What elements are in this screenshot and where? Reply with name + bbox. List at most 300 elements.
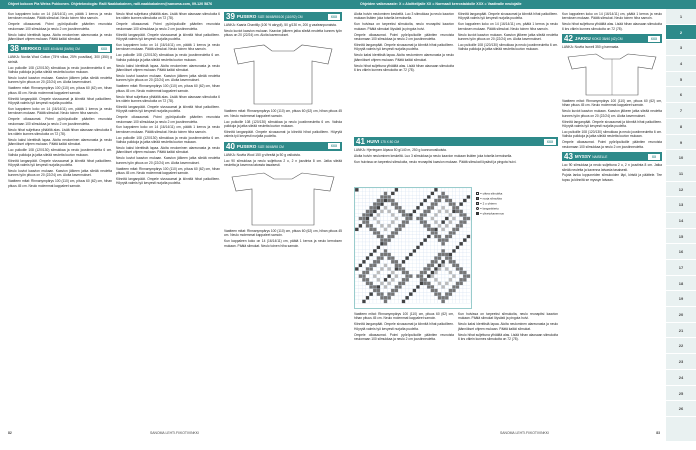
- chart-cell: [459, 188, 463, 192]
- chart-cell: [366, 242, 370, 246]
- chart-cell: [452, 192, 456, 196]
- chart-cell: [452, 199, 456, 203]
- chart-cell: [438, 188, 442, 192]
- chart-cell: [427, 235, 431, 239]
- chart-cell: [387, 260, 391, 264]
- chart-cell: [398, 224, 402, 228]
- chart-cell: [449, 195, 453, 199]
- chart-cell: [413, 224, 417, 228]
- page-tab[interactable]: 18: [666, 276, 696, 292]
- chart-cell: [459, 199, 463, 203]
- chart-cell: [431, 202, 435, 206]
- chart-cell: [373, 235, 377, 239]
- text-block: Luo 90 silmukkaa ja neulo suljettuna 2 o, 2 n joustinta 8 cm. Jatka sileää neuletta ja kavenna latvasta tasaisesti.: [224, 158, 342, 167]
- chart-cell: [434, 249, 438, 253]
- chart-cell: [459, 228, 463, 232]
- chart-cell: [402, 253, 406, 257]
- chart-cell: [463, 278, 467, 282]
- chart-cell: [467, 285, 471, 289]
- chart-cell: [373, 228, 377, 232]
- chart-cell: [416, 238, 420, 242]
- chart-cell: [373, 224, 377, 228]
- chart-cell: [387, 267, 391, 271]
- text-block: Neulo kuviot kaavion mukaan. Kaavion jälkeen jatka sileää neuletta kunnes työn pituus on 20 (22/24) cm. Aloita kavennukset.: [224, 28, 342, 38]
- chart-cell: [380, 206, 384, 210]
- chart-cell: [402, 217, 406, 221]
- chart-cell: [387, 238, 391, 242]
- chart-cell: [409, 224, 413, 228]
- chart-cell: [423, 260, 427, 264]
- chart-cell: [463, 192, 467, 196]
- page-tab[interactable]: 16: [666, 244, 696, 260]
- chart-cell: [405, 224, 409, 228]
- chart-cell: [405, 278, 409, 282]
- chart-cell: [380, 235, 384, 239]
- chart-cell: [416, 231, 420, 235]
- chart-cell: [420, 220, 424, 224]
- chart-cell: [434, 256, 438, 260]
- chart-cell: [438, 220, 442, 224]
- chart-cell: [441, 213, 445, 217]
- chart-cell: [398, 278, 402, 282]
- chart-cell: [445, 206, 449, 210]
- lanka-text: LANKA: Novita Wool 150 g vihreää ja 50 g valkoista.: [224, 152, 301, 157]
- chart-cell: [434, 199, 438, 203]
- chart-cell: [456, 192, 460, 196]
- chart-cell: [395, 235, 399, 239]
- chart-cell: [449, 217, 453, 221]
- chart-cell: [467, 242, 471, 246]
- chart-cell: [366, 220, 370, 224]
- chart-cell: [391, 246, 395, 250]
- chart-cell: [463, 289, 467, 293]
- chart-cell: [420, 192, 424, 196]
- chart-cell: [434, 231, 438, 235]
- chart-cell: [387, 289, 391, 293]
- chart-cell: [405, 253, 409, 257]
- chart-cell: [413, 300, 417, 304]
- chart-cell: [398, 206, 402, 210]
- page-tab[interactable]: 2: [666, 25, 696, 41]
- chart-cell: [387, 188, 391, 192]
- chart-cell: [405, 282, 409, 286]
- chart-cell: [456, 256, 460, 260]
- chart-cell: [449, 267, 453, 271]
- chart-cell: [398, 238, 402, 242]
- chart-cell: [391, 274, 395, 278]
- chart-cell: [380, 195, 384, 199]
- chart-cell: [449, 228, 453, 232]
- chart-cell: [398, 267, 402, 271]
- chart-cell: [409, 202, 413, 206]
- chart-cell: [395, 267, 399, 271]
- chart-cell: [362, 188, 366, 192]
- chart-cell: [434, 210, 438, 214]
- chart-cell: [377, 231, 381, 235]
- chart-cell: [463, 253, 467, 257]
- chart-cell: [416, 217, 420, 221]
- chart-cell: [384, 256, 388, 260]
- chart-cell: [359, 231, 363, 235]
- text-block: Ompele olkasaumat. Poimi pyöröpuikoille pääntien reunoista neulomaan 100 silmukkaa ja neulo 2 cm joustinneuletta.: [116, 22, 220, 31]
- chart-cell: [398, 231, 402, 235]
- chart-cell: [423, 210, 427, 214]
- text-block: Luo puikoille 108 (120/130) silmukkaa ja neulo joustinneuletta 6 cm. Vaihda puikkoja ja jatka sileää neuletta kuvion mukaan.: [116, 135, 220, 145]
- chart-cell: [362, 296, 366, 300]
- text-block: Kun kappaleen koko on 14 (16/14/11) cm, päätä 1 kerros ja neulo kerroksen mukaan. Päätä silmukat. Neulo toinen hiha samoin.: [8, 107, 112, 116]
- chart-cell: [380, 271, 384, 275]
- chart-cell: [431, 192, 435, 196]
- page-tab[interactable]: 26: [666, 401, 696, 417]
- chart-cell: [456, 282, 460, 286]
- page-tab[interactable]: 9: [666, 135, 696, 151]
- chart-cell: [398, 235, 402, 239]
- chart-cell: [377, 213, 381, 217]
- chart-cell: [413, 202, 417, 206]
- chart-cell: [441, 285, 445, 289]
- chart-cell: [456, 264, 460, 268]
- chart-cell: [391, 206, 395, 210]
- chart-cell: [438, 217, 442, 221]
- chart-cell: [405, 289, 409, 293]
- chart-cell: [459, 210, 463, 214]
- chart-cell: [431, 242, 435, 246]
- chart-cell: [369, 278, 373, 282]
- chart-cell: [427, 282, 431, 286]
- chart-cell: [409, 238, 413, 242]
- chart-cell: [434, 188, 438, 192]
- chart-cell: [366, 249, 370, 253]
- chart-cell: [441, 292, 445, 296]
- chart-cell: [369, 300, 373, 304]
- chart-cell: [463, 271, 467, 275]
- chart-cell: [384, 213, 388, 217]
- chart-cell: [431, 300, 435, 304]
- chart-cell: [449, 282, 453, 286]
- chart-cell: [434, 282, 438, 286]
- chart-cell: [449, 213, 453, 217]
- chart-cell: [431, 188, 435, 192]
- page-tab[interactable]: 8: [666, 119, 696, 135]
- page-tab[interactable]: 3: [666, 40, 696, 56]
- page-tab[interactable]: 25: [666, 386, 696, 402]
- chart-cell: [391, 228, 395, 232]
- page-tab[interactable]: 23: [666, 354, 696, 370]
- chart-cell: [420, 238, 424, 242]
- chart-cell: [431, 285, 435, 289]
- page-tab[interactable]: 4: [666, 56, 696, 72]
- page-tab[interactable]: 1: [666, 9, 696, 25]
- chart-cell: [402, 188, 406, 192]
- text-block: Vaatteen mitat: Rinnanympärys 100 (110) cm, pituus 60 (62) cm, hihan pituus 45 cm. Neulo molemmat kappaleet samoin.: [354, 312, 454, 321]
- chart-cell: [384, 228, 388, 232]
- chart-cell: [438, 235, 442, 239]
- chart-cell: [434, 220, 438, 224]
- chart-cell: [438, 271, 442, 275]
- chart-cell: [380, 292, 384, 296]
- chart-cell: [449, 253, 453, 257]
- chart-cell: [420, 282, 424, 286]
- chart-cell: [395, 242, 399, 246]
- chart-cell: [402, 296, 406, 300]
- chart-cell: [398, 199, 402, 203]
- left-column-1: [8, 12, 112, 190]
- lanka-text: LANKA: Kaaria Chantilly (100 % akryyli), 50 g/130 m, 200 g vaaleanpunaista.: [224, 23, 337, 27]
- chart-cell: [369, 274, 373, 278]
- ball-of-yarn-icon: XXX: [98, 46, 110, 52]
- chart-cell: [456, 249, 460, 253]
- chart-cell: [467, 213, 471, 217]
- chart-cell: [416, 282, 420, 286]
- chart-cell: [398, 292, 402, 296]
- text-block: Luo puikoille 108 (120/130) silmukkaa ja neulo joustinneuletta 6 cm. Vaihda puikkoja ja jatka sileää neuletta kuvion mukaan.: [116, 53, 220, 62]
- chart-cell: [362, 264, 366, 268]
- chart-cell: [359, 224, 363, 228]
- chart-cell: [402, 220, 406, 224]
- chart-cell: [402, 242, 406, 246]
- chart-cell: [373, 195, 377, 199]
- chart-cell: [467, 192, 471, 196]
- chart-cell: [395, 220, 399, 224]
- chart-cell: [402, 300, 406, 304]
- chart-cell: [467, 217, 471, 221]
- chart-cell: [366, 282, 370, 286]
- chart-cell: [420, 199, 424, 203]
- chart-cell: [459, 192, 463, 196]
- chart-cell: [395, 278, 399, 282]
- chart-cell: [377, 246, 381, 250]
- page-tab[interactable]: 7: [666, 103, 696, 119]
- chart-cell: [441, 238, 445, 242]
- page-tab[interactable]: 19: [666, 291, 696, 307]
- chart-cell: [366, 289, 370, 293]
- chart-cell: [402, 260, 406, 264]
- chart-cell: [405, 192, 409, 196]
- text-block: Kiinnitä langanpäät. Ompele sivusaumat ja kiinnitä hihat paikoilleen. Höyrytä valmis työ kevyesti nurjalta puolelta.: [116, 32, 220, 42]
- chart-cell: [463, 213, 467, 217]
- chart-cell: [398, 195, 402, 199]
- chart-cell: [391, 292, 395, 296]
- chart-cell: [438, 231, 442, 235]
- chart-cell: [427, 260, 431, 264]
- right-column-2: [458, 12, 558, 53]
- chart-cell: [362, 199, 366, 203]
- chart-cell: [373, 249, 377, 253]
- chart-cell: [391, 260, 395, 264]
- chart-cell: [398, 213, 402, 217]
- chart-cell: [463, 231, 467, 235]
- chart-cell: [355, 285, 359, 289]
- chart-cell: [431, 249, 435, 253]
- chart-cell: [384, 202, 388, 206]
- page-tab[interactable]: 11: [666, 166, 696, 182]
- chart-cell: [366, 267, 370, 271]
- chart-cell: [427, 292, 431, 296]
- chart-cell: [423, 296, 427, 300]
- chart-cell: [431, 296, 435, 300]
- chart-cell: [402, 292, 406, 296]
- chart-cell: [405, 267, 409, 271]
- page-tab[interactable]: 6: [666, 87, 696, 103]
- chart-cell: [438, 206, 442, 210]
- chart-cell: [377, 249, 381, 253]
- chart-cell: [405, 271, 409, 275]
- page-tab[interactable]: 24: [666, 370, 696, 386]
- chart-cell: [456, 224, 460, 228]
- chart-cell: [449, 300, 453, 304]
- chart-cell: [416, 300, 420, 304]
- chart-cell: [438, 264, 442, 268]
- chart-cell: [445, 253, 449, 257]
- chart-cell: [463, 256, 467, 260]
- chart-cell: [362, 271, 366, 275]
- text-block: Vaatteen mitat: Rinnanympärys 100 (110) cm, pituus 60 (62) cm, hihan pituus 45 cm. Neulo molemmat kappaleet samoin.: [224, 109, 342, 118]
- chart-cell: [445, 264, 449, 268]
- chart-cell: [362, 253, 366, 257]
- page-tab[interactable]: 17: [666, 260, 696, 276]
- chart-cell: [398, 300, 402, 304]
- chart-cell: [441, 289, 445, 293]
- chart-cell: [459, 289, 463, 293]
- chart-cell: [445, 220, 449, 224]
- chart-cell: [391, 300, 395, 304]
- chart-cell: [456, 246, 460, 250]
- chart-cell: [359, 278, 363, 282]
- page-tab[interactable]: 13: [666, 197, 696, 213]
- chart-cell: [463, 199, 467, 203]
- chart-cell: [456, 202, 460, 206]
- page-tab[interactable]: 20: [666, 307, 696, 323]
- text-block: Vaatteen mitat: Rinnanympärys 100 (110) cm, pituus 60 (62) cm, hihan pituus 45 cm. Neulo molemmat kappaleet samoin.: [116, 166, 220, 176]
- chart-cell: [373, 260, 377, 264]
- chart-cell: [355, 192, 359, 196]
- chart-cell: [377, 199, 381, 203]
- chart-cell: [416, 285, 420, 289]
- chart-cell: [402, 256, 406, 260]
- chart-cell: [441, 253, 445, 257]
- chart-cell: [459, 224, 463, 228]
- right-page: [350, 12, 696, 438]
- chart-cell: [445, 199, 449, 203]
- chart-cell: [377, 274, 381, 278]
- chart-cell: [387, 256, 391, 260]
- chart-cell: [402, 231, 406, 235]
- chart-cell: [445, 300, 449, 304]
- chart-cell: [391, 217, 395, 221]
- chart-cell: [366, 224, 370, 228]
- chart-cell: [373, 246, 377, 250]
- chart-cell: [380, 210, 384, 214]
- chart-cell: [413, 253, 417, 257]
- chart-cell: [431, 246, 435, 250]
- chart-cell: [359, 242, 363, 246]
- chart-cell: [449, 231, 453, 235]
- right-column-1: [354, 12, 454, 74]
- chart-cell: [355, 210, 359, 214]
- chart-cell: [452, 292, 456, 296]
- chart-cell: [427, 249, 431, 253]
- chart-cell: [420, 235, 424, 239]
- chart-cell: [405, 195, 409, 199]
- chart-cell: [459, 300, 463, 304]
- chart-cell: [449, 264, 453, 268]
- text-block: Ompele olkasaumat. Poimi pyöröpuikoille pääntien reunoista neulomaan 100 silmukkaa ja neulo 2 cm joustinneuletta.: [354, 32, 454, 42]
- chart-cell: [362, 228, 366, 232]
- chart-cell: [366, 235, 370, 239]
- chart-cell: [405, 206, 409, 210]
- k2tog-icon: [476, 202, 479, 205]
- chart-cell: [456, 213, 460, 217]
- chart-cell: [362, 278, 366, 282]
- page-tab[interactable]: 22: [666, 338, 696, 354]
- text-block: Luo puikoille 108 (120/130) silmukkaa ja neulo joustinneuletta 6 cm. Vaihda puikkoja ja jatka sileää neuletta kuvion mukaan.: [224, 119, 342, 128]
- chart-cell: [409, 249, 413, 253]
- chart-cell: [402, 224, 406, 228]
- chart-cell: [373, 300, 377, 304]
- chart-cell: [362, 213, 366, 217]
- page-tab[interactable]: 15: [666, 229, 696, 245]
- legend-item: = ylivetokavennus: [476, 212, 556, 216]
- page-tab[interactable]: 21: [666, 323, 696, 339]
- page-tab[interactable]: 5: [666, 72, 696, 88]
- chart-cell: [459, 220, 463, 224]
- chart-cell: [366, 195, 370, 199]
- chart-cell: [434, 238, 438, 242]
- chart-cell: [369, 210, 373, 214]
- chart-cell: [423, 217, 427, 221]
- pattern-header-41: 41 HUIVI 175 X 80 CM XXX: [354, 137, 558, 146]
- chart-cell: [413, 278, 417, 282]
- chart-cell: [423, 228, 427, 232]
- chart-cell: [380, 217, 384, 221]
- chart-cell: [359, 199, 363, 203]
- chart-cell: [427, 192, 431, 196]
- chart-cell: [362, 192, 366, 196]
- chart-cell: [413, 199, 417, 203]
- chart-cell: [413, 282, 417, 286]
- chart-cell: [416, 246, 420, 250]
- chart-cell: [380, 242, 384, 246]
- chart-cell: [416, 274, 420, 278]
- chart-cell: [398, 228, 402, 232]
- chart-cell: [434, 264, 438, 268]
- chart-cell: [377, 188, 381, 192]
- chart-cell: [409, 264, 413, 268]
- chart-cell: [398, 192, 402, 196]
- text-block: Kun kappaleen koko on 14 (16/14/11) cm, päätä 1 kerros ja neulo kerroksen mukaan. Päätä silmukat. Neulo toinen hiha samoin.: [8, 12, 112, 21]
- page-tab[interactable]: 14: [666, 213, 696, 229]
- chart-cell: [438, 199, 442, 203]
- chart-cell: [438, 242, 442, 246]
- chart-cell: [459, 274, 463, 278]
- chart-cell: [434, 285, 438, 289]
- legend-item: = langankierto: [476, 207, 556, 211]
- chart-cell: [380, 256, 384, 260]
- chart-cell: [416, 202, 420, 206]
- chart-cell: [416, 292, 420, 296]
- text-block: Ompele olkasaumat. Poimi pyöröpuikoille pääntien reunoista neulomaan 100 silmukkaa ja neulo 2 cm joustinneuletta.: [8, 22, 112, 31]
- chart-cell: [387, 271, 391, 275]
- chart-cell: [391, 282, 395, 286]
- chart-cell: [413, 242, 417, 246]
- knitting-chart-grid: [355, 188, 471, 308]
- page-tab[interactable]: 10: [666, 150, 696, 166]
- chart-cell: [405, 202, 409, 206]
- chart-cell: [456, 285, 460, 289]
- page-tab[interactable]: 12: [666, 182, 696, 198]
- chart-cell: [463, 242, 467, 246]
- chart-cell: [395, 256, 399, 260]
